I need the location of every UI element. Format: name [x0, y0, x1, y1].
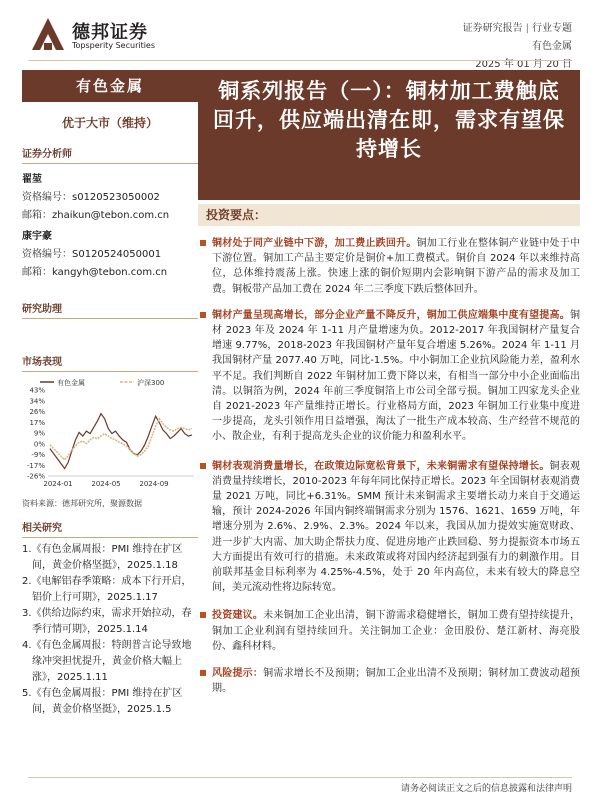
- key-point-lead: 投资建议。: [212, 610, 264, 622]
- market-chart: [22, 376, 198, 496]
- industry-label: 有色金属: [22, 70, 198, 102]
- key-point: [198, 459, 580, 596]
- y-tick-label: 43%: [29, 386, 45, 395]
- key-point-lead: 铜材产量呈现高增长，部分企业产量不降反升，铜加工供应端集中度有望提高。: [212, 309, 570, 321]
- key-point-text: 铜需求增长不及预期；铜加工企业出清不及预期；铜材加工费波动超预期。: [212, 668, 581, 695]
- report-type: 证券研究报告: [462, 23, 523, 34]
- related-item[interactable]: 3.《供给边际约束，需求开始拉动，春季行情可期》，2025.1.14: [22, 608, 192, 635]
- y-tick-label: -17%: [26, 461, 45, 470]
- y-tick-label: 17%: [29, 418, 45, 427]
- key-points-heading: 投资要点：: [198, 204, 580, 226]
- analyst-name: 康宇豪: [22, 231, 52, 242]
- analysts-heading: 证券分析师: [22, 145, 198, 164]
- brand-logo: [30, 16, 190, 52]
- report-date: 2025 年 01 月 20 日: [475, 59, 572, 70]
- related-item[interactable]: 4.《有色金属周报：特朗普言论导致地缘冲突担忧提升，黄金价格大幅上涨》，2025.1.11: [22, 640, 192, 683]
- y-tick-label: 0%: [33, 440, 45, 449]
- cert-label: 资格编号：: [22, 249, 72, 260]
- disclaimer-footer: 请务必阅读正文之后的信息披露和法律声明: [400, 784, 572, 794]
- brand-logo-icon: [30, 16, 66, 52]
- y-tick-label: 9%: [33, 429, 45, 438]
- key-points: [198, 204, 580, 696]
- analyst-block: [22, 227, 198, 278]
- related-heading: 相关研究: [22, 519, 198, 538]
- report-topic: 行业专题: [532, 23, 572, 34]
- related-item[interactable]: 1.《有色金属周报：PMI 维持在扩区间，黄金价格坚挺》，2025.1.18: [22, 544, 183, 571]
- analyst-email[interactable]: zhaikun@tebon.com.cn: [52, 210, 170, 221]
- header-industry: 有色金属: [532, 41, 572, 52]
- market-heading: 市场表现: [22, 353, 198, 372]
- key-point: [198, 666, 580, 696]
- legend-label: 有色金属: [57, 379, 85, 387]
- x-tick-label: 2024-05: [91, 480, 121, 488]
- report-header-meta: 证券研究报告 | 行业专题 有色金属 2025 年 01 月 20 日: [463, 20, 572, 74]
- assistant-heading: 研究助理: [22, 300, 198, 319]
- cert-number: s0120523050002: [72, 192, 160, 203]
- key-point-lead: 铜材处于同产业链中下游，加工费止跌回升。: [212, 238, 417, 249]
- key-point: [198, 236, 580, 297]
- related-item[interactable]: 2.《电解铝春季策略：成本下行开启，铝价上行可期》，2025.1.17: [22, 576, 192, 603]
- key-point: [198, 608, 580, 654]
- sidebar: [22, 70, 198, 800]
- report-title: 铜系列报告（一）：铜材加工费触底回升，供应端出清在即，需求有望保持增长: [213, 78, 565, 161]
- y-tick-label: 26%: [29, 408, 45, 416]
- email-label: 邮箱：: [22, 267, 52, 278]
- cert-label: 资格编号：: [22, 192, 72, 203]
- key-point-lead: 风险提示：: [212, 668, 264, 680]
- legend-label: 沪深300: [137, 379, 165, 387]
- key-point: [198, 308, 580, 445]
- y-tick-label: -9%: [31, 451, 45, 459]
- analyst-email[interactable]: kangyh@tebon.com.cn: [52, 267, 168, 278]
- report-title-box: [198, 70, 580, 200]
- brand-name-cn: 德邦证券: [72, 22, 148, 43]
- key-point-lead: 铜材表观消费量增长，在政策边际宽松背景下，未来铜需求有望保持增长。: [212, 460, 550, 472]
- key-point-text: 未来铜加工企业出清，铜下游需求稳健增长，铜加工费有望持续提升，铜加工企业利润有望持续回升。关注铜加工企业：金田股份、楚江新材、海亮股份、鑫科材料。: [212, 610, 581, 652]
- key-point-text: 铜材 2023 年及 2024 年 1-11 月产量增速为负。2012-2017 年我国铜材产量复合增速 9.77%，2018-2023 年我国铜材产量年复合增速 5.26%。2024 年 1-11 月我国铜材产量 2077.40 万吨，同比-1.5%。中小铜加工企业抗风险能力差，盈利水平不足。我们判断自 2022 年铜材加工费下降以来，有相当一部分中小企业面临出清。以铜箔为例，2024 年前三季度铜箔上市公司全部亏损。铜加工四家龙头企业自 2021-2023 年产量维持正增长。行业格局方面，2023 年铜加工行业集中度进一步提高，龙头引领作用日益增强，淘汰了一批生产成本较高、生产经营不规范的小、散企业，有利于提高龙头企业的议价能力和盈利水平。: [212, 309, 580, 443]
- rating: 优于大市（维持）: [61, 116, 158, 130]
- analyst-block: [22, 170, 198, 221]
- email-label: 邮箱：: [22, 210, 52, 221]
- key-point-text: 铜表观消费量持续增长，2010-2023 年每年同比保持正增长。2023 年全国铜材表观消费量 2021 万吨，同比+6.31%。SMM 预计未来铜需求主要增长动力来自于交通运输，预计 2024-2026 年国内铜终端铜需求分别为 1576、1621、1659 万吨，年增速分别为 2.6%、2.9%、2.3%。2024 年以来，我国从加力提效实施宽财政、进一步扩大内需、加大助企帮扶力度、促进房地产止跌回稳、努力提振资本市场五大方面提出有效可行的措施。未来政策或将对国内经济起到强有力的刺激作用。目前联邦基金目标利率为 4.25%-4.5%，处于 20 年内高位，未来有较大的降息空间，美元流动性将边际转宽。: [212, 460, 581, 594]
- y-tick-label: 34%: [29, 397, 45, 406]
- key-point-text: 铜加工行业在整体铜产业链中处于中下游位置。铜加工产品主要定价是铜价+加工费模式。铜价自 2024 年以来维持高位，总体维持震荡上涨。快速上涨的铜价短期内会影响铜下游产品的需求及加工费。铜板带产品加工费在 2024 年二三季度下跌后整体回升。: [212, 238, 581, 295]
- cert-number: S0120524050001: [72, 249, 162, 260]
- bullet-square-icon: [200, 240, 206, 246]
- x-tick-label: 2024-01: [43, 480, 73, 488]
- bullet-square-icon: [200, 670, 206, 676]
- related-item[interactable]: 5.《有色金属周报：PMI 维持在扩区间，黄金价格坚挺》，2025.1.5: [22, 688, 183, 715]
- bullet-square-icon: [200, 612, 206, 618]
- related-list: [22, 542, 198, 718]
- brand-name-en: Topsperity Securities: [72, 41, 156, 50]
- market-chart-svg: [22, 376, 198, 496]
- bullet-square-icon: [200, 463, 206, 469]
- header-divider: [28, 60, 572, 61]
- footer-divider: [28, 777, 572, 778]
- bullet-square-icon: [200, 312, 206, 318]
- chart-source: 资料来源：德邦研究所，聚源数据: [22, 499, 142, 508]
- y-tick-label: -26%: [26, 472, 45, 481]
- series-line-nonferrous: [50, 414, 192, 469]
- analyst-name: 翟堃: [22, 174, 42, 185]
- x-tick-label: 2024-09: [139, 480, 169, 488]
